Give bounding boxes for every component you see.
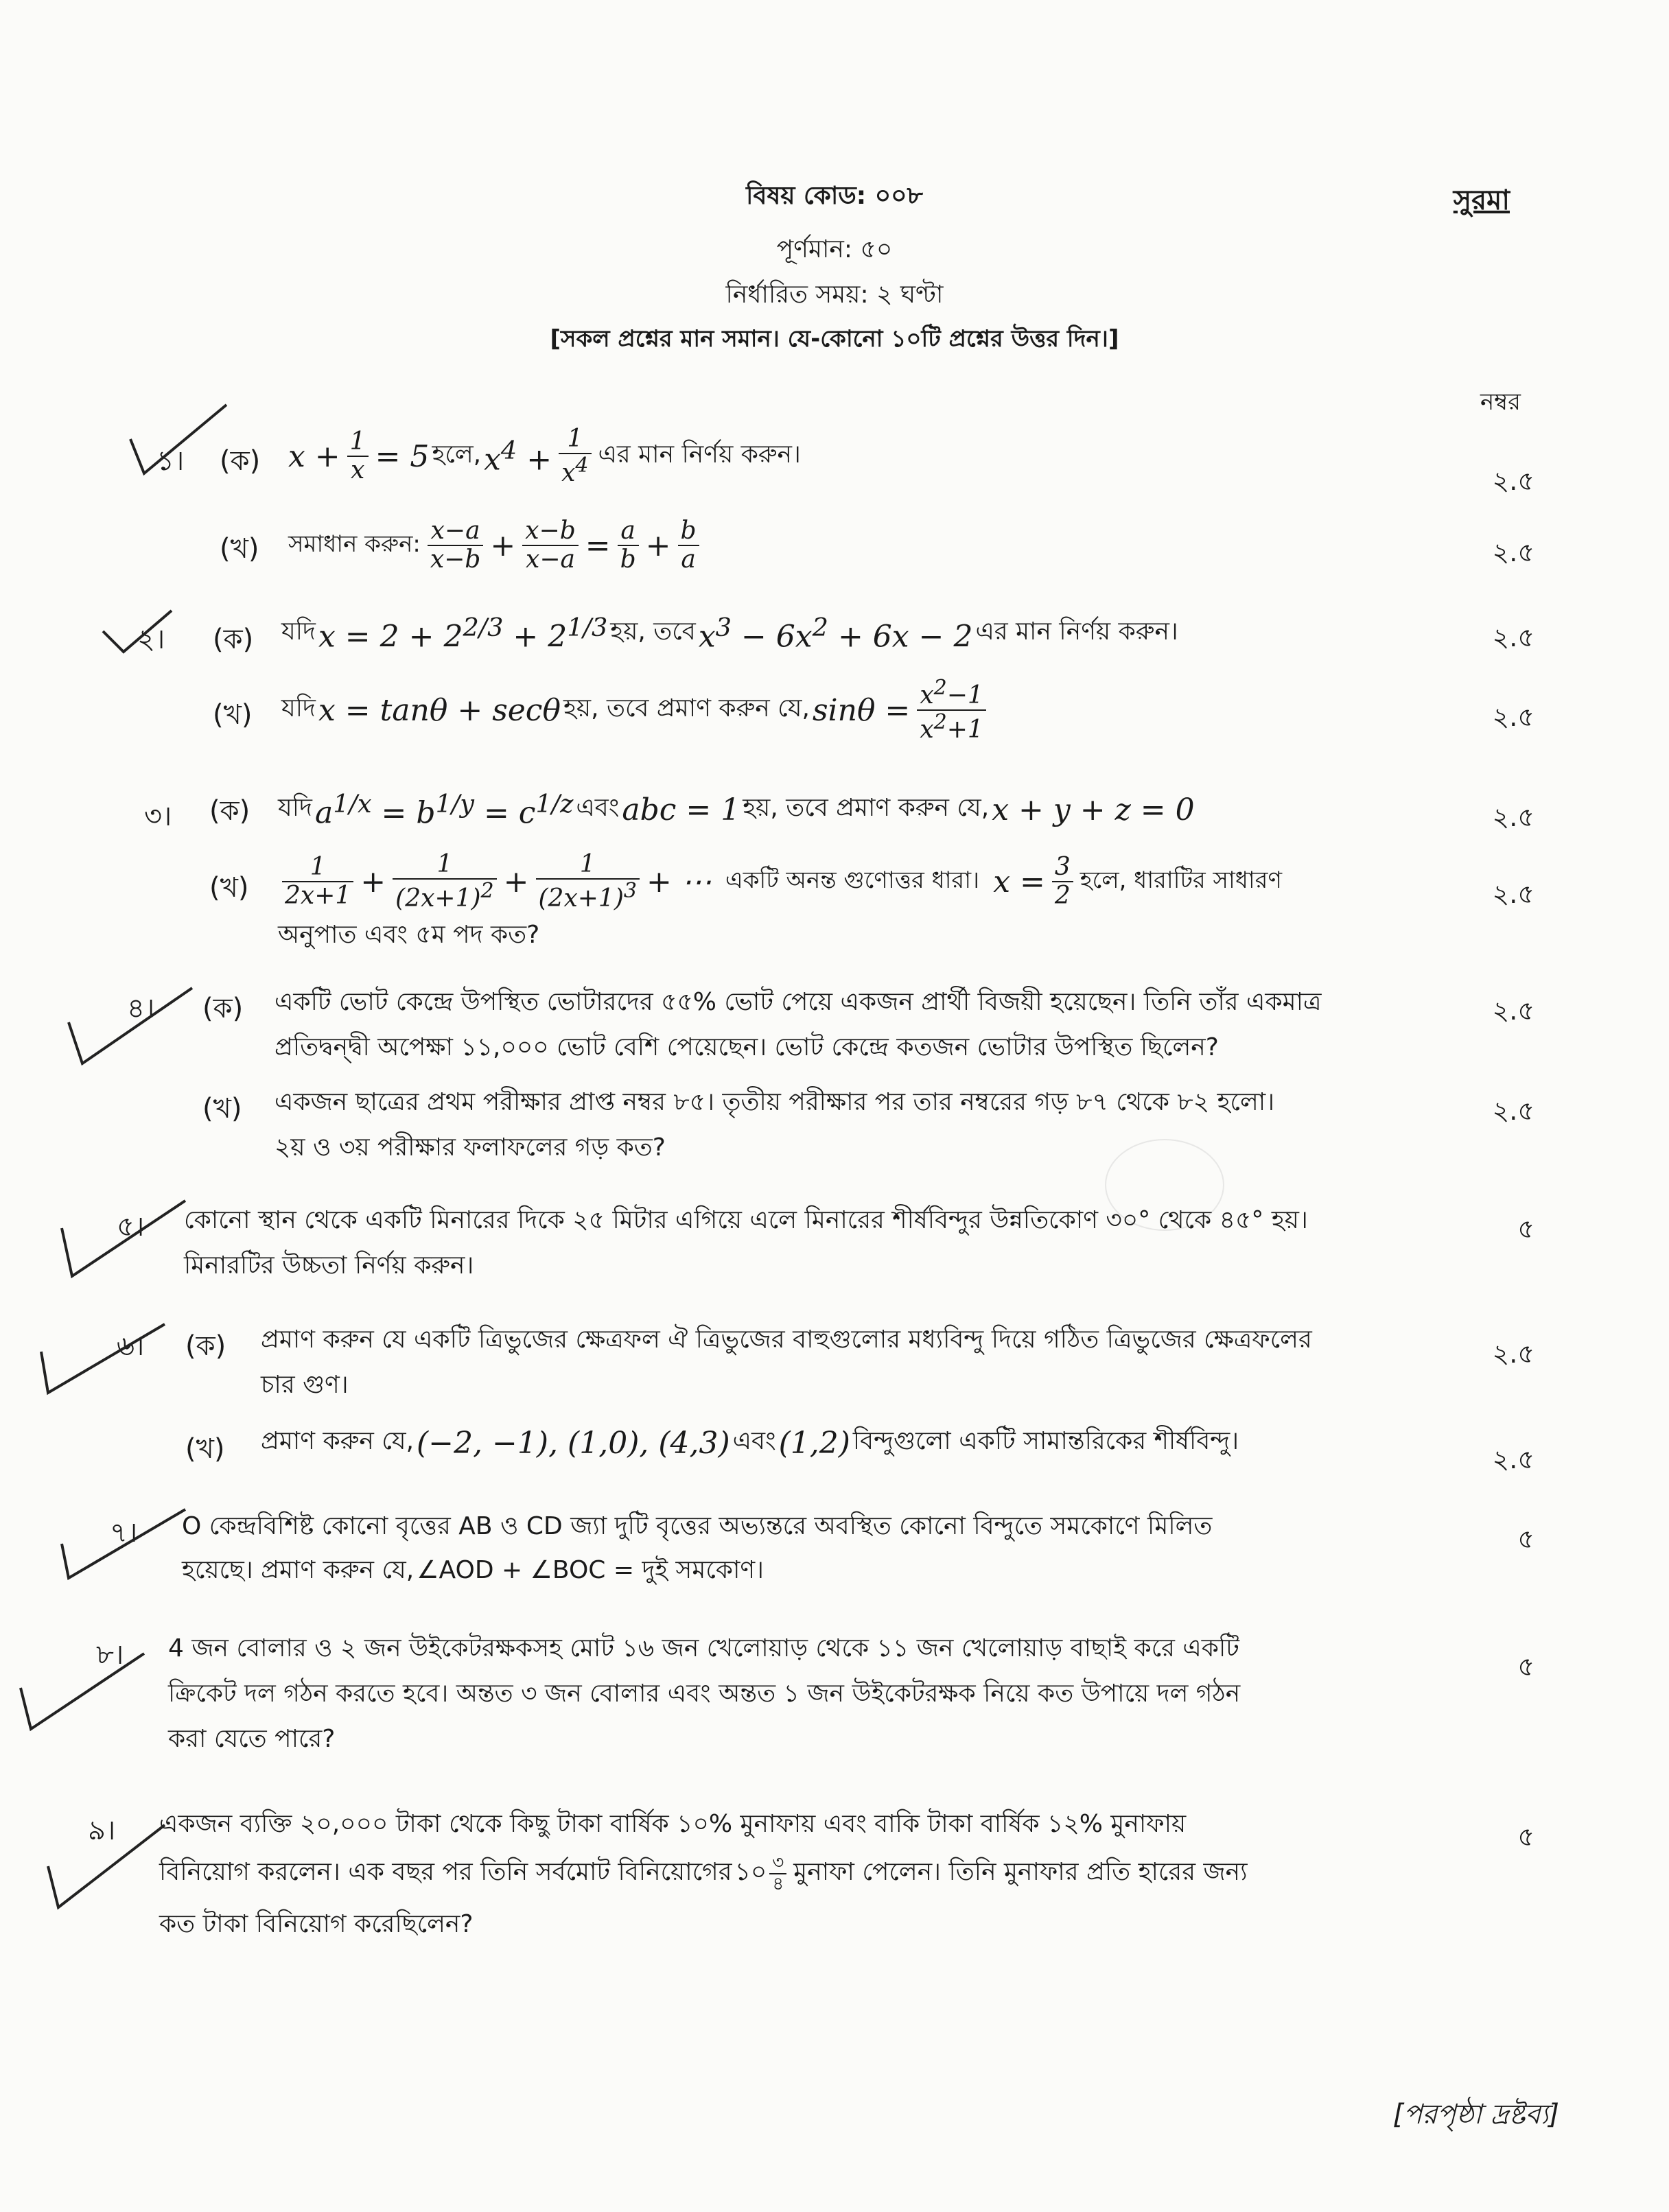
question-number: ৪। xyxy=(127,993,155,1024)
marks: ৫ xyxy=(1517,1822,1534,1852)
question-3a: যদি $a^{1/x} = b^{1/y} = c^{1/z}$ এবং abc = 1 হয়, তবে প্রমাণ করুন যে, x + y + z = 0 xyxy=(278,788,1195,831)
q-text: হয়, তবে প্রমাণ করুন যে, xyxy=(563,694,810,722)
marks: ৫ xyxy=(1517,1214,1534,1244)
part-label: (ক) xyxy=(213,624,254,655)
q-text: হলে, ধারাটির সাধারণ xyxy=(1079,866,1283,894)
instruction: [সকল প্রশ্নের মান সমান। যে-কোনো ১০টি প্রশ্নের উত্তর দিন।] xyxy=(550,325,1119,353)
q-text: চার গুণ। xyxy=(261,1371,349,1399)
q-text: বিনিয়োগ করলেন। এক বছর পর তিনি সর্বমোট বিনিয়োগের xyxy=(159,1858,732,1886)
question-number: ৫। xyxy=(117,1211,145,1243)
q-text: করা যেতে পারে? xyxy=(168,1725,336,1753)
q-text: এবং xyxy=(732,1427,776,1455)
question-7-line2 xyxy=(182,1549,764,1595)
part-label: (ক) xyxy=(185,1330,226,1362)
handwritten-tick-icon xyxy=(14,1647,151,1743)
marks: ২.৫ xyxy=(1492,537,1534,567)
q-text: ক্রিকেট দল গঠন করতে হবে। অন্তত ৩ জন বোলার এবং অন্তত ১ জন উইকেটরক্ষক নিয়ে কত উপায়ে দল গঠন xyxy=(168,1680,1241,1708)
marks: ২.৫ xyxy=(1492,1444,1534,1474)
q-text: বিন্দুগুলো একটি সামান্তরিকের শীর্ষবিন্দু। xyxy=(852,1427,1239,1455)
q-text: এবং xyxy=(576,794,620,822)
question-1a: x + $\frac{1}{x}$ = 5 হলে, $x^4$ + $\frac{1}{x^4}$ এর মান নির্ণয় করুন। xyxy=(288,425,801,487)
part-label: (খ) xyxy=(213,699,253,731)
q-text: সমাধান করুন: xyxy=(288,530,421,558)
q-text: ∠AOD + ∠BOC = দুই সমকোণ। xyxy=(417,1556,765,1584)
q-text: 4 জন বোলার ও ২ জন উইকেটরক্ষকসহ মোট ১৬ জন খেলোয়াড় থেকে ১১ জন খেলোয়াড় বাছাই করে একটি xyxy=(168,1634,1239,1662)
part-label: (ক) xyxy=(209,795,250,827)
handwritten-tick-icon xyxy=(96,604,178,659)
next-page-note: [পরপৃষ্ঠা দ্রষ্টব্য] xyxy=(1392,2099,1559,2130)
full-marks: পূর্ণমান: ৫০ xyxy=(776,235,893,263)
q-text: ২য় ও ৩য় পরীক্ষার ফলাফলের গড় কত? xyxy=(275,1133,666,1162)
question-2b: যদি x = tanθ + secθ হয়, তবে প্রমাণ করুন যে, sinθ = $\frac{x^2-1}{x^2+1}$ xyxy=(281,676,990,744)
question-9-line2: বিনিয়োগ করলেন। এক বছর পর তিনি সর্বমোট বিনিয়োগের ১০ $\frac{৩}{৪}$ মুনাফা পেলেন। তিনি মুনাফার প্রতি হারের জন্য xyxy=(159,1852,1248,1894)
q-text: অনুপাত এবং ৫ম পদ কত? xyxy=(278,921,540,949)
question-3b: $\frac{1}{2x+1}$ + $\frac{1}{(2x+1)^2}$ + $\frac{1}{(2x+1)^3}$ + ⋯ একটি অনন্ত গুণোত্তর ধারা। x = $\frac{3}{2}$ হলে, ধারাটির সাধারণ xyxy=(278,844,1282,919)
part-label: (ক) xyxy=(220,445,261,477)
marks: ৫ xyxy=(1517,1524,1534,1554)
part-label: (খ) xyxy=(209,872,249,904)
q-text: কত টাকা বিনিয়োগ করেছিলেন? xyxy=(159,1910,474,1938)
marks: ২.৫ xyxy=(1492,1096,1534,1126)
question-number: ২। xyxy=(137,624,165,655)
q-text: মিনারটির উচ্চতা নির্ণয় করুন। xyxy=(184,1251,474,1280)
part-label: (খ) xyxy=(202,1093,242,1125)
marks: ২.৫ xyxy=(1492,1339,1534,1369)
q-text: যদি xyxy=(281,694,316,722)
handwritten-tick-icon xyxy=(55,1194,192,1290)
handwritten-tick-icon xyxy=(41,1818,172,1921)
q-text: প্রতিদ্বন্দ্বী অপেক্ষা ১১,০০০ ভোট বেশি পেয়েছেন। ভোট কেন্দ্রে কতজন ভোটার উপস্থিত ছিলেন? xyxy=(275,1033,1219,1061)
q-text: O কেন্দ্রবিশিষ্ট কোনো বৃত্তের AB ও CD জ্যা দুটি বৃত্তের অভ্যন্তরে অবস্থিত কোনো বিন্দুতে সমকোণে মিলিত xyxy=(182,1512,1213,1540)
subject-code: বিষয় কোড: ০০৮ xyxy=(746,182,923,210)
marks: ২.৫ xyxy=(1492,802,1534,832)
marks: ২.৫ xyxy=(1492,622,1534,652)
marks: ২.৫ xyxy=(1492,702,1534,732)
question-6b: প্রমাণ করুন যে, (−2, −1), (1,0), (4,3) এবং (1,2) বিন্দুগুলো একটি সামান্তরিকের শীর্ষবিন্দু। xyxy=(261,1419,1239,1467)
marks: ২.৫ xyxy=(1492,996,1534,1026)
question-number: ৩। xyxy=(144,801,172,832)
q-text: একটি ভোট কেন্দ্রে উপস্থিত ভোটারদের ৫৫% ভোট পেয়ে একজন প্রার্থী বিজয়ী হয়েছেন। তিনি তাঁর একমাত্র xyxy=(275,988,1322,1016)
part-label: (ক) xyxy=(202,993,244,1024)
brand-name: সুরমা xyxy=(1453,185,1510,216)
q-text: প্রমাণ করুন যে একটি ত্রিভুজের ক্ষেত্রফল ঐ ত্রিভুজের বাহুগুলোর মধ্যবিন্দু দিয়ে গঠিত ত্রিভুজের ক্ষেত্রফলের xyxy=(261,1326,1312,1354)
q-text: হয়, তবে প্রমাণ করুন যে, xyxy=(743,794,990,822)
q-text: প্রমাণ করুন যে, xyxy=(261,1427,415,1455)
handwritten-tick-icon xyxy=(55,1503,192,1592)
question-number: ৯। xyxy=(88,1815,116,1846)
marks: ২.৫ xyxy=(1492,879,1534,909)
q-text: এর মান নির্ণয় করুন। xyxy=(975,617,1178,646)
handwritten-tick-icon xyxy=(124,398,233,487)
question-number: ৭। xyxy=(110,1517,138,1549)
question-2a: যদি $x = 2 + 2^{2/3} + 2^{1/3}$ হয়, তবে $x^3 - 6x^2 + 6x - 2$ এর মান নির্ণয় করুন। xyxy=(281,612,1178,655)
q-text: যদি xyxy=(281,617,316,646)
q-text: হয়, তবে xyxy=(610,617,696,646)
exam-time: নির্ধারিত সময়: ২ ঘণ্টা xyxy=(725,281,944,309)
faint-stamp xyxy=(1105,1139,1224,1231)
q-text: হলে, xyxy=(432,440,482,469)
marks: ২.৫ xyxy=(1492,466,1534,496)
handwritten-tick-icon xyxy=(34,1317,172,1407)
question-1b: সমাধান করুন: $\frac{x-a}{x-b}$ + $\frac{x-b}{x-a}$ = $\frac{a}{b}$ + $\frac{b}{a}$ xyxy=(288,508,703,583)
marks-heading: নম্বর xyxy=(1480,388,1521,416)
q-text: একজন ব্যক্তি ২০,০০০ টাকা থেকে কিছু টাকা বার্ষিক ১০% মুনাফায় এবং বাকি টাকা বার্ষিক ১২% মুনাফায় xyxy=(159,1810,1187,1838)
q-text: একজন ছাত্রের প্রথম পরীক্ষার প্রাপ্ত নম্বর ৮৫। তৃতীয় পরীক্ষার পর তার নম্বরের গড় ৮৭ থেকে ৮২ হলো। xyxy=(275,1088,1275,1116)
part-label: (খ) xyxy=(185,1433,225,1465)
q-text: একটি অনন্ত গুণোত্তর ধারা। xyxy=(725,866,980,894)
question-number: ৬। xyxy=(117,1330,145,1362)
q-text: যদি xyxy=(278,794,312,822)
part-label: (খ) xyxy=(220,533,259,565)
question-number: ৮। xyxy=(96,1639,124,1671)
q-text: হয়েছে। প্রমাণ করুন যে, xyxy=(182,1556,415,1584)
q-text: মুনাফা পেলেন। তিনি মুনাফার প্রতি হারের জন্য xyxy=(793,1858,1248,1886)
q-text: কোনো স্থান থেকে একটি মিনারের দিকে ২৫ মিটার এগিয়ে এলে মিনারের শীর্ষবিন্দুর উন্নতিকোণ ৩০° থেকে ৪৫° হয়। xyxy=(184,1206,1308,1234)
question-number: ১। xyxy=(156,445,185,477)
q-text: এর মান নির্ণয় করুন। xyxy=(598,440,801,469)
marks: ৫ xyxy=(1517,1651,1534,1682)
handwritten-tick-icon xyxy=(62,981,199,1077)
